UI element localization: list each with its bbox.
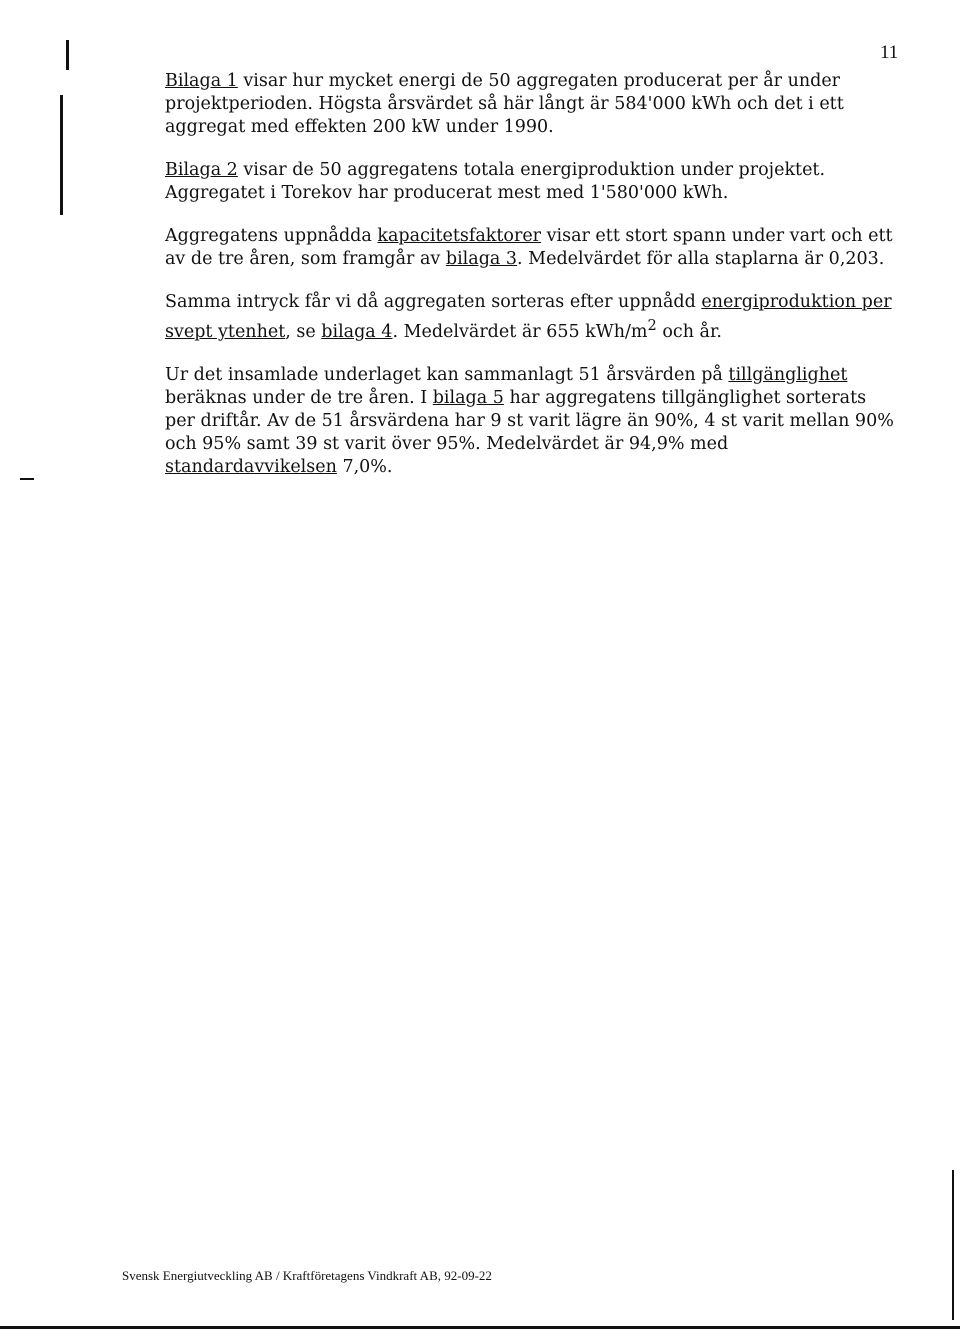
paragraph-text: Samma intryck får vi då aggregaten sorteras efter uppnådd [165, 292, 702, 312]
paragraph-text: visar ett stort spann under vart och ett av de tre åren, som framgår av [165, 226, 893, 269]
paragraph-text: Aggregatens uppnådda [165, 226, 378, 246]
paragraph-text: beräknas under de tre åren. I [165, 387, 433, 408]
page-number: 11 [880, 42, 899, 63]
scan-margin-mark [66, 40, 69, 70]
energiproduktion-link[interactable]: energiproduktion per svept ytenhet [165, 292, 892, 342]
bilaga-5-link[interactable]: bilaga 5 [432, 387, 504, 408]
paragraph-text: Ur det insamlade underlaget kan sammanlagt 51 årsvärden på [165, 364, 729, 385]
bilaga-2-link[interactable]: Bilaga 2 [165, 160, 238, 180]
superscript: 2 [647, 317, 657, 334]
paragraph-kapacitetsfaktorer [165, 225, 900, 271]
tillganglighet-link[interactable]: tillgänglighet [728, 364, 848, 385]
paragraph-energiproduktion [165, 291, 900, 344]
paragraph-text: visar hur mycket energi de 50 aggregaten producerat per år under projektperioden. Högsta årsvärdet så här långt är 584'000 kWh och det i ett aggregat med effekten 200 kW under 1990. [165, 71, 844, 137]
paragraph-text: . Medelvärdet är 655 kWh/m [392, 321, 648, 342]
paragraph-text: 7,0%. [336, 456, 393, 477]
paragraph-text: . Medelvärdet för alla staplarna är 0,203. [517, 249, 885, 269]
scan-margin-mark [20, 478, 34, 480]
paragraph-text: , se [285, 321, 322, 342]
document-body [165, 70, 900, 499]
paragraph-bilaga-2 [165, 159, 900, 205]
standardavvikelsen-link[interactable]: standardavvikelsen [165, 456, 337, 477]
bilaga-4-link[interactable]: bilaga 4 [321, 321, 393, 342]
paragraph-text: har aggregatens tillgänglighet sorterats per driftår. Av de 51 årsvärdena har 9 st varit lägre än 90%, 4 st varit mellan 90% och 95% samt 39 st varit över 95%. Medelvärdet är 94,9% med [165, 387, 894, 454]
bilaga-1-link[interactable]: Bilaga 1 [165, 71, 238, 91]
footer: Svensk Energiutveckling AB / Kraftföretagens Vindkraft AB, 92-09-22 [122, 1268, 492, 1283]
kapacitetsfaktorer-link[interactable]: kapacitetsfaktorer [377, 226, 542, 246]
bilaga-3-link[interactable]: bilaga 3 [445, 249, 518, 269]
bottom-rule [0, 1326, 960, 1329]
paragraph-bilaga-1 [165, 70, 900, 139]
paragraph-tillganglighet [165, 364, 900, 479]
scan-margin-mark [60, 95, 63, 215]
scan-margin-mark [952, 1170, 954, 1320]
paragraph-text: visar de 50 aggregatens totala energiproduktion under projektet. Aggregatet i Torekov har producerat mest med 1'580'000 kWh. [165, 160, 826, 203]
paragraph-text: och år. [656, 321, 722, 342]
